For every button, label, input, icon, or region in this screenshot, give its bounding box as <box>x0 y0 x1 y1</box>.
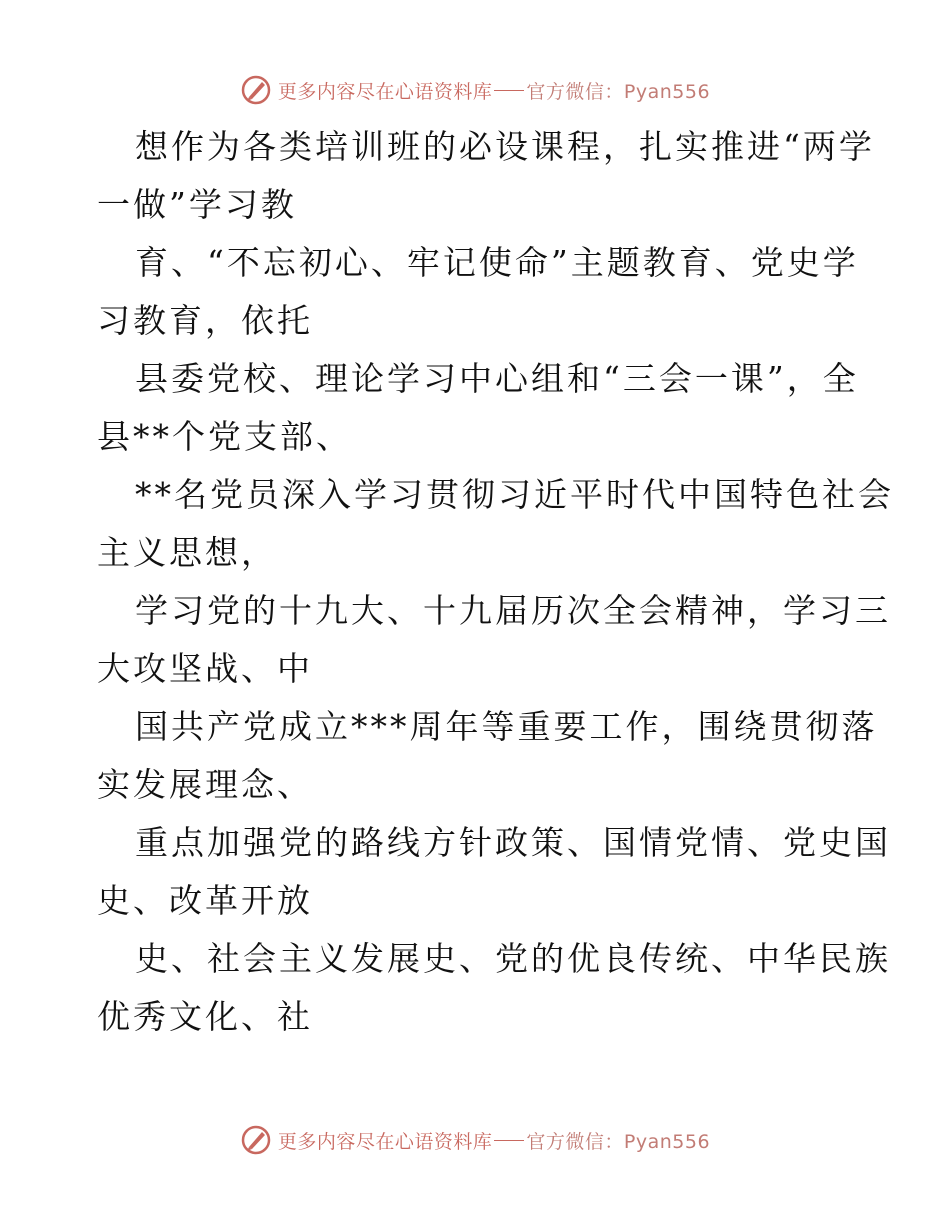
pen-circle-logo-icon <box>240 74 272 106</box>
paragraph-continuation: 主义思想， <box>97 533 277 572</box>
paragraph-continuation: 优秀文化、社 <box>97 997 313 1036</box>
pen-circle-logo-icon <box>240 1124 272 1156</box>
watermark-suffix: 官方微信：Pyan556 <box>526 1130 711 1153</box>
paragraph-line: 国共产党成立***周年等重要工作，围绕贯彻落 <box>135 707 878 746</box>
paragraph <box>97 582 891 698</box>
paragraph <box>97 466 894 582</box>
paragraph <box>97 118 875 234</box>
footer-watermark <box>0 1120 950 1160</box>
paragraph-continuation: 一做”学习教 <box>97 185 297 224</box>
paragraph-line: 想作为各类培训班的必设课程，扎实推进“两学 <box>135 127 875 166</box>
document-body <box>97 118 894 1046</box>
paragraph-line: 县委党校、理论学习中心组和“三会一课”，全 <box>135 359 859 398</box>
paragraph-line: 学习党的十九大、十九届历次全会精神，学习三 <box>135 591 891 630</box>
paragraph <box>97 350 857 466</box>
paragraph <box>97 234 857 350</box>
paragraph <box>97 814 891 930</box>
paragraph-continuation: 史、改革开放 <box>97 881 313 920</box>
watermark-dash <box>494 90 524 91</box>
paragraph-line: **名党员深入学习贯彻习近平时代中国特色社会 <box>135 475 894 514</box>
paragraph-line: 重点加强党的路线方针政策、国情党情、党史国 <box>135 823 891 862</box>
paragraph-continuation: 实发展理念、 <box>97 765 313 804</box>
paragraph <box>97 698 878 814</box>
paragraph-continuation: 县**个党支部、 <box>97 417 352 456</box>
paragraph-line: 史、社会主义发展史、党的优良传统、中华民族 <box>135 939 891 978</box>
watermark-prefix: 更多内容尽在心语资料库 <box>277 1130 493 1153</box>
header-watermark <box>0 70 950 110</box>
watermark-dash <box>494 1140 524 1141</box>
paragraph-line: 育、“不忘初心、牢记使命”主题教育、党史学 <box>135 243 859 282</box>
paragraph <box>97 930 891 1046</box>
paragraph-continuation: 习教育，依托 <box>97 301 313 340</box>
watermark-prefix: 更多内容尽在心语资料库 <box>277 80 493 103</box>
watermark-suffix: 官方微信：Pyan556 <box>526 80 711 103</box>
paragraph-continuation: 大攻坚战、中 <box>97 649 313 688</box>
